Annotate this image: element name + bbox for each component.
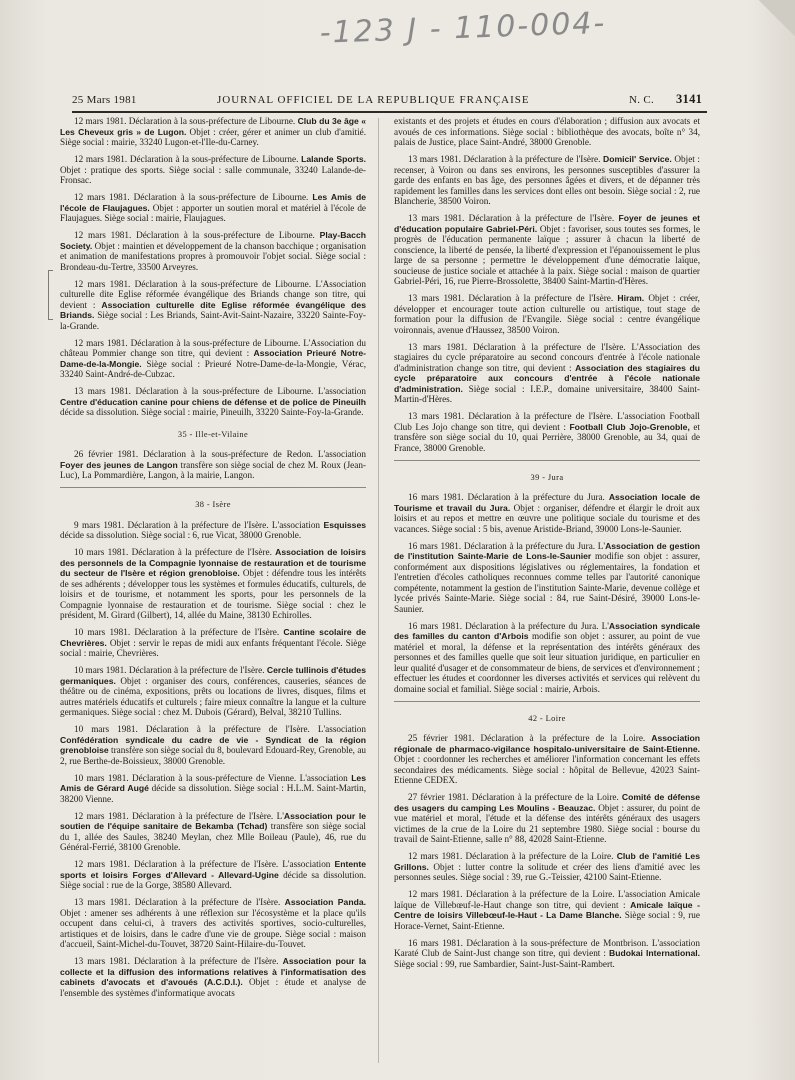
- entry-lead: existants et des projets et études en cours d'élaboration ; diffusion aux avocats et avoués de ces informations. Siège social : bibliothèque des avocats, boîte n° 34, palais de Justice, place Saint-André, 38000 Grenoble.: [394, 116, 700, 147]
- declaration-entry: [60, 859, 366, 891]
- association-name: Association pour la collecte et la diffusion des informations relatives à l'informatisation des cabinets d'avocats et d'avoués (A.C.D.I.).: [60, 956, 366, 987]
- association-name: Esquisses: [323, 519, 366, 530]
- entry-details: Objet : coordonner les recherches et améliorer l'information concernant les effets secondaires des médicaments. Siège social : hôpital de Bellevue, 42023 Saint-Etienne CEDEX.: [394, 754, 700, 785]
- association-name: Hiram.: [617, 293, 645, 303]
- column-separator: [378, 118, 379, 1063]
- left-column: [60, 116, 366, 1005]
- entry-details: modifie son objet : assurer, conformément aux dispositions législatives ou réglementaires, la fondation et l'entretien d'écoles catholiques reconnues comme telles par l'autorité canonique compétente, notamment la gestion de l'institution Sainte-Marie, devenue collège et lycée privés Sainte-Marie. Siège social : 84, rue Saint-Désiré, 39000 Lons-le-Saunier.: [394, 551, 700, 614]
- declaration-entry: [394, 851, 700, 883]
- entry-details: Objet : organiser, défendre et élargir le droit aux loisirs et au repos et mettre en œuvre une politique sociale du tourisme et des vacances. Siège social : 5 bis, avenue Aristide-Briand, 39000 Lons-le-Saunier.: [394, 502, 701, 534]
- entry-lead: 12 mars 1981. Déclaration à la préfecture de la Loire.: [408, 851, 617, 861]
- right-column: [394, 116, 700, 976]
- declaration-entry: [60, 192, 366, 224]
- entry-lead: 12 mars 1981. Déclaration à la préfecture de l'Isère. L': [74, 810, 284, 821]
- association-name: Amicale laïque - Centre de loisirs Villebœuf-le-Haut - La Dame Blanche.: [394, 899, 700, 920]
- entry-details: Objet : amener ses adhérents à une réflexion sur l'écosystème et la place qu'ils occupent dans celui-ci, à travers des activités sportives, socio-culturelles, artistiques et de loisirs, dans le cadre d'une vie de groupe. Siège social : maison d'accueil, Saint-Michel-du-Touvet, 38720 Saint-Hilaire-du-Touvet.: [60, 907, 366, 949]
- declaration-entry: [60, 665, 366, 718]
- header-nc: N. C.: [629, 94, 655, 106]
- entry-lead: 12 mars 1981. Déclaration à la sous-préfecture de Libourne.: [74, 116, 298, 126]
- entry-lead: 16 mars 1981. Déclaration à la préfecture du Jura. L': [408, 620, 609, 631]
- association-name: Lalande Sports.: [301, 154, 366, 164]
- entry-details: Objet : servir le repas de midi aux enfants fréquentant l'école. Siège social : mairie, Chevrières.: [60, 637, 366, 658]
- declaration-entry: [60, 547, 366, 621]
- declaration-entry: [394, 342, 700, 405]
- entry-lead: 12 mars 1981. Déclaration à la préfecture de la Loire. L'association Amicale laïque de Villebœuf-le-Haut change son titre, qui devient :: [394, 889, 700, 910]
- entry-details: modifie son objet : assurer, au point de vue matériel et moral, la défense et la représentation des intérêts généraux des personnes et des familles quelle que soit leur situation juridique, en particulier en leur qualité d'usager et de consommateur de biens, de services et d'environnement ; effectuer les études et coordonner les diverses activités et services qui relèvent du domaine social et familial. Siège social : mairie, Arbois.: [394, 631, 700, 694]
- association-name: Association pour le soutien de l'équipe sanitaire de Bekamba (Tchad): [60, 810, 366, 831]
- entry-lead: 26 février 1981. Déclaration à la sous-préfecture de Redon. L'association: [74, 449, 366, 459]
- declaration-entry: [60, 627, 366, 659]
- entry-details: Objet : apporter un soutien moral et matériel à l'école de Flaujagues. Siège social : mairie, Flaujagues.: [60, 202, 366, 223]
- entry-lead: 13 mars 1981. Déclaration à la préfecture de l'Isère.: [74, 897, 285, 907]
- declaration-entry: [60, 154, 366, 186]
- page-number: 3141: [676, 92, 703, 106]
- association-name: Foyer des jeunes de Langon: [60, 459, 178, 470]
- association-name: Football Club Jojo-Grenoble,: [569, 421, 690, 432]
- entry-details: transfère son siège social du 1, allée des Saules, 38240 Meylan, chez Mlle Boileau (Paule), 46, rue du Général-Ferrié, 38100 Grenoble.: [60, 821, 366, 852]
- header-date: 25 Mars 1981: [72, 94, 137, 106]
- declaration-entry: [394, 492, 700, 534]
- entry-details: décide sa dissolution. Siège social : H.L.M. Saint-Martin, 38200 Vienne.: [60, 783, 367, 804]
- association-name: Association de gestion de l'institution Sainte-Marie de Lons-le-Saunier: [394, 540, 700, 561]
- entry-lead: 13 mars 1981. Déclaration à la préfecture de l'Isère.: [74, 956, 283, 966]
- declaration-entry: [60, 338, 366, 380]
- entry-details: Objet : étude et analyse de l'ensemble des systèmes d'informatique avocats: [60, 977, 366, 998]
- department-heading: 42 - Loire: [528, 713, 566, 723]
- declaration-entry: [60, 724, 366, 766]
- association-name: Club de l'amitié Les Grillons.: [394, 851, 700, 872]
- association-name: Association culturelle dite Eglise réformée évangélique des Briands.: [60, 299, 366, 320]
- entry-lead: 10 mars 1981. Déclaration à la sous-préfecture de Vienne. L'association: [74, 772, 352, 783]
- entry-lead: 9 mars 1981. Déclaration à la préfecture de l'Isère. L'association: [74, 519, 324, 530]
- declaration-entry: [60, 956, 366, 998]
- entry-lead: 12 mars 1981. Déclaration à la sous-préfecture de Libourne. L'Association culturelle dite Eglise réformée évangélique des Briands change son titre, qui devient :: [60, 278, 366, 310]
- entry-details: décide sa dissolution. Siège social : 6, rue Vicat, 38000 Grenoble.: [60, 530, 302, 540]
- handwritten-annotation: -123 J - 110-004-: [319, 5, 607, 51]
- entry-lead: 13 mars 1981. Déclaration à la sous-préfecture de Libourne. L'association: [74, 386, 366, 396]
- association-name: Club du 3e âge « Les Cheveux gris » de Lugon.: [60, 116, 366, 137]
- association-name: Foyer de jeunes et d'éducation populaire Gabriel-Péri.: [394, 213, 700, 234]
- association-name: Comité de défense des usagers du camping Les Moulins - Beauzac.: [394, 792, 700, 813]
- entry-lead: 16 mars 1981. Déclaration à la sous-préfecture de Montbrison. L'association Karaté Club de Saint-Just change son titre, qui devient :: [394, 937, 700, 958]
- declaration-entry: [60, 279, 366, 332]
- entry-lead: 12 mars 1981. Déclaration à la préfecture de l'Isère. L'association: [74, 859, 335, 869]
- header-rule: [72, 111, 707, 113]
- entry-details: Siège social : 9, rue Horace-Vernet, Saint-Etienne.: [394, 910, 700, 931]
- entry-lead: 13 mars 1981. Déclaration à la préfecture de l'Isère. L'association Football Club Les Jojo change son titre, qui devient :: [394, 411, 700, 432]
- entry-lead: 27 février 1981. Déclaration à la préfecture de la Loire.: [408, 792, 622, 802]
- association-name: Association Prieuré Notre-Dame-de-la-Mongie.: [60, 348, 366, 369]
- association-name: Domicil' Service.: [603, 154, 672, 164]
- association-name: Les Amis de l'école de Flaujagues.: [60, 192, 366, 213]
- declaration-entry: [394, 938, 700, 970]
- association-name: Centre d'éducation canine pour chiens de défense et de police de Pineuilh: [60, 396, 366, 407]
- entry-details: Objet : lutter contre la solitude et créer des liens d'amitié avec les personnes seules. Siège social : 39, rue G.-Teissier, 42100 Saint-Etienne.: [394, 861, 700, 882]
- association-name: Cantine scolaire de Chevrières.: [60, 627, 366, 648]
- declaration-entry: [394, 154, 700, 207]
- page-header: [72, 92, 707, 110]
- declaration-entry: [60, 773, 366, 805]
- entry-details: et transfère son siège social du 10, quai Perrière, 38000 Grenoble, au 34, quai de France, 38000 Grenoble.: [394, 421, 700, 453]
- department-heading: 35 - Ille-et-Vilaine: [177, 429, 249, 439]
- association-name: Les Amis de Gérard Augé: [60, 772, 366, 793]
- declaration-entry: [394, 621, 700, 695]
- declaration-entry: [394, 293, 700, 335]
- entry-lead: 12 mars 1981. Déclaration à la sous-préfecture de Libourne.: [74, 192, 313, 202]
- entry-details: décide sa dissolution. Siège social : mairie, Pineuilh, 33220 Sainte-Foy-la-Grande.: [60, 407, 364, 417]
- declaration-entry: [394, 213, 700, 287]
- association-name: Association régionale de pharmaco-vigilance hospitalo-universitaire de Saint-Etienne.: [394, 733, 700, 754]
- entry-details: Objet : créer, développer et encourager toute action culturelle ou artistique, tout stage de formation pour la diffusion de l'Evangile. Siège social : centre évangélique voironnais, avenue d'Haussez, 38500 Voiron.: [394, 293, 700, 335]
- declaration-entry: [60, 449, 366, 481]
- entry-lead: 13 mars 1981. Déclaration à la préfecture de l'Isère.: [408, 213, 619, 223]
- entry-details: Objet : défendre tous les intérêts de ses adhérents ; développer tous les systèmes et formules éducatifs, culturels, de loisirs et de tourisme, et notamment les sports, pour les personnels de la Compagnie lyonnaise de restauration et de tourisme. Siège social : chez le président, M. Girard (Gilbert), 14, allée du Maine, 38130 Echirolles.: [60, 568, 366, 620]
- declaration-entry: [394, 411, 700, 453]
- entry-details: Objet : assurer, du point de vue matériel et moral, l'étude et la défense des intérêts généraux des usagers victimes de la crue de la Loire du 21 septembre 1980. Siège social : bourse du travail de Saint-Etienne, salle n° 88, 42028 Saint-Etienne.: [394, 802, 700, 844]
- association-name: Association syndicale des familles du canton d'Arbois: [394, 620, 700, 641]
- entry-details: Objet : maintien et développement de la chanson bacchique ; organisation et animation de manifestations propres à promouvoir l'objet social. Siège social : Brondeau-du-Tertre, 33500 Arveyres.: [60, 240, 366, 272]
- entry-lead: 16 mars 1981. Déclaration à la préfecture du Jura. L': [408, 540, 606, 551]
- entry-details: Objet : pratique des sports. Siège social : salle communale, 33240 Lalande-de-Fronsac.: [60, 164, 366, 185]
- declaration-entry: [394, 733, 700, 786]
- entry-lead: 12 mars 1981. Déclaration à la sous-préfecture de Libourne.: [74, 230, 320, 240]
- entry-details: Objet : organiser des cours, conférences, causeries, séances de théâtre ou de cinéma, expositions, prêts ou locations de livres, disques, films et autres matériels éducatifs et culturels ; faire mieux connaître la langue et la culture germaniques. Siège social : chez M. Dubois (Gérard), Belval, 38210 Tullins.: [60, 675, 366, 717]
- entry-lead: 10 mars 1981. Déclaration à la préfecture de l'Isère.: [74, 665, 267, 675]
- journal-title: JOURNAL OFFICIEL DE LA REPUBLIQUE FRANÇAISE: [217, 94, 530, 106]
- department-heading: 39 - Jura: [530, 472, 564, 482]
- department-heading: 38 - Isère: [195, 500, 231, 509]
- association-name: Association des stagiaires du cycle préparatoire aux concours d'entrée à l'école nationale d'administration.: [394, 362, 700, 394]
- entry-lead: 13 mars 1981. Déclaration à la préfecture de l'Isère. L'Association des stagiaires du cycle préparatoire au second concours d'entrée à l'école nationale d'administration change son titre, qui devient :: [394, 341, 700, 373]
- declaration-entry: [60, 230, 366, 272]
- entry-details: Objet : recenser, à Voiron ou dans ses environs, les personnes susceptibles d'assurer la garde des enfants en bas âge, des personnes âgées et divers, et de dépanner très rapidement les familles dans les services dont elles ont besoin. Siège social : 2, rue Blancherie, 38500 Voiron.: [394, 154, 700, 206]
- page-corner-fold: [755, 0, 795, 40]
- entry-lead: 25 février 1981. Déclaration à la préfecture de la Loire.: [408, 733, 652, 743]
- entry-details: Siège social : I.E.P., domaine universitaire, 38400 Saint-Martin-d'Hères.: [394, 383, 700, 404]
- entry-details: Objet : créer, gérer et animer un club d'amitié. Siège social : mairie, 33240 Lugon-et-l'Ile-du-Carney.: [60, 126, 366, 147]
- declaration-entry: [60, 386, 366, 418]
- declaration-entry: [60, 897, 366, 950]
- entry-lead: 13 mars 1981. Déclaration à la préfecture de l'Isère.: [408, 154, 604, 164]
- association-name: Cercle tullinois d'études germaniques.: [60, 665, 366, 686]
- section-divider: [60, 487, 366, 488]
- declaration-entry: [394, 792, 700, 845]
- entry-lead: 12 mars 1981. Déclaration à la sous-préfecture de Libourne.: [74, 154, 302, 164]
- entry-details: Siège social : 99, rue Sambardier, Saint-Just-Saint-Rambert.: [394, 958, 615, 969]
- entry-lead: 16 mars 1981. Déclaration à la préfecture du Jura.: [408, 492, 609, 502]
- entry-details: transfère son siège social du 8, boulevard Edouard-Rey, Grenoble, au 2, rue Berthe-de-Boissieux, 38000 Grenoble.: [60, 745, 366, 766]
- association-name: Play-Bacch Society.: [60, 230, 366, 251]
- declaration-entry: [394, 541, 700, 615]
- entry-lead: 10 mars 1981. Déclaration à la préfecture de l'Isère. L'association: [74, 724, 366, 734]
- declaration-entry: [394, 116, 700, 148]
- entry-details: Siège social : Les Briands, Saint-Avit-Saint-Nazaire, 33220 Sainte-Foy-la-Grande.: [60, 310, 366, 331]
- entry-lead: 10 mars 1981. Déclaration à la préfecture de l'Isère.: [74, 547, 276, 557]
- association-name: Association de loisirs des personnels de la Compagnie lyonnaise de restauration et de tourisme du secteur de l'Isère et région grenobloise.: [60, 547, 366, 578]
- declaration-entry: [60, 811, 366, 853]
- declaration-entry: [394, 889, 700, 931]
- section-divider: [394, 701, 700, 702]
- entry-details: transfère son siège social de chez M. Roux (Jean-Luc), La Pommardière, Langon, à la mairie, Langon.: [60, 459, 366, 480]
- entry-details: Siège social : Prieuré Notre-Dame-de-la-Mongie, Vérac, 33240 Saint-André-de-Cubzac.: [60, 358, 366, 379]
- entry-lead: 12 mars 1981. Déclaration à la sous-préfecture de Libourne. L'Association du château Pommier change son titre, qui devient :: [60, 337, 366, 358]
- association-name: Entente sports et loisirs Forges d'Allevard - Allevard-Ugine: [60, 859, 366, 880]
- declaration-entry: [60, 116, 366, 148]
- declaration-entry: [60, 520, 366, 541]
- association-name: Budokai International.: [609, 948, 700, 958]
- margin-bracket: [48, 270, 53, 320]
- section-divider: [394, 460, 700, 461]
- association-name: Association locale de Tourisme et travail du Jura.: [394, 492, 700, 513]
- entry-lead: 13 mars 1981. Déclaration à la préfecture de l'Isère.: [408, 293, 618, 303]
- association-name: Association Panda.: [284, 897, 366, 907]
- entry-details: décide sa dissolution. Siège social : rue de la Gorge, 38580 Allevard.: [60, 869, 366, 890]
- entry-lead: 10 mars 1981. Déclaration à la préfecture de l'Isère.: [74, 627, 284, 637]
- entry-details: Objet : favoriser, sous toutes ses formes, le progrès de l'éducation permanente laïque ; assurer à chacun la liberté de conscience, la liberté de pensée, la liberté d'expression et l'épanouissement le plus large de sa personne ; permettre le développement d'une démocratie laïque, soucieuse de justice sociale et attachée à la paix. Siège social : maison de quartier Gabriel-Péri, 16, rue Pierre-Brossolette, 38400 Saint-Martin-d'Hères.: [394, 223, 701, 286]
- association-name: Confédération syndicale du cadre de vie - Syndicat de la région grenobloise: [60, 734, 366, 755]
